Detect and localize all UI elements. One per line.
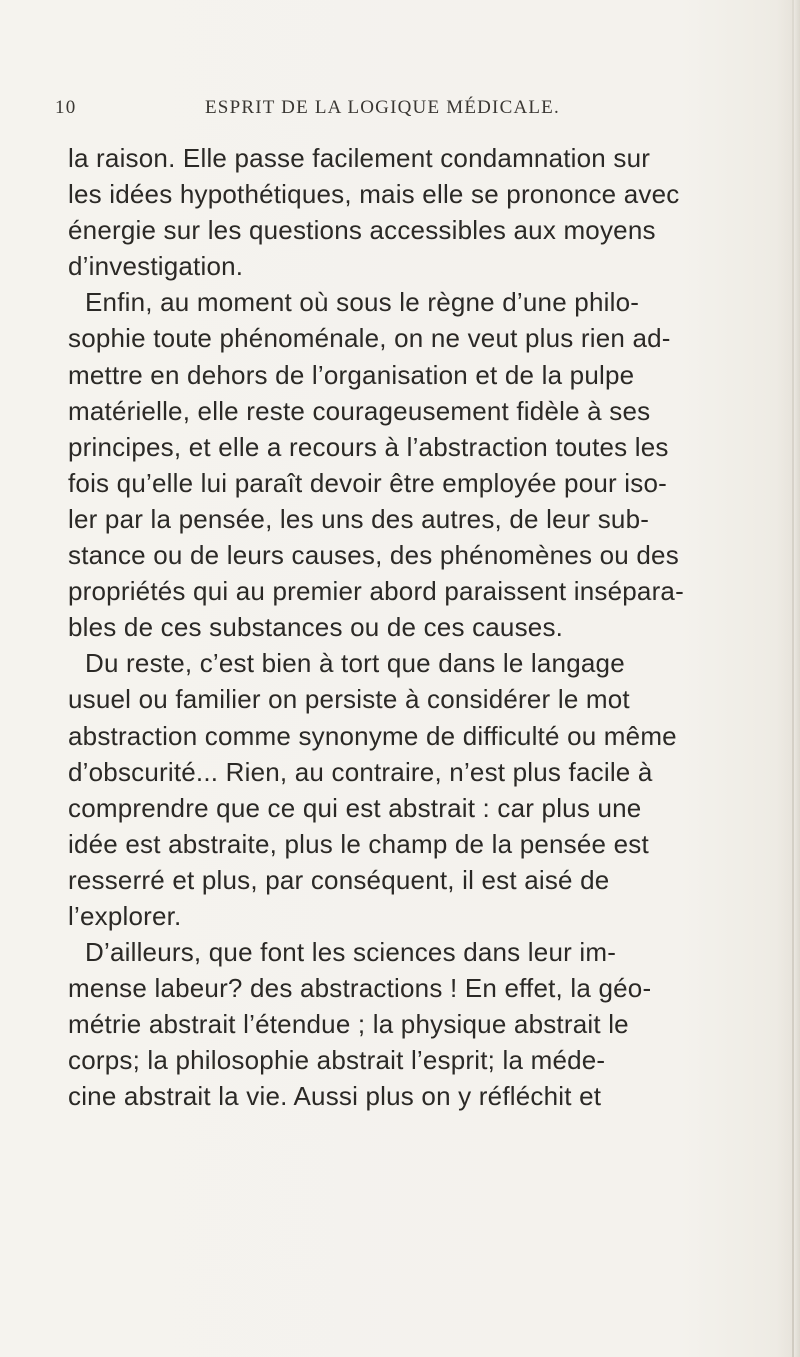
text-line: mense labeur? des abstractions ! En effet, la géo- [68,973,652,1004]
text-line: métrie abstrait l’étendue ; la physique abstrait le [68,1009,629,1040]
text-line: l’explorer. [68,900,182,931]
text-line: mettre en dehors de l’organisation et de la pulpe [68,359,635,390]
text-line: sophie toute phénoménale, on ne veut plus rien ad- [68,323,671,354]
text-line: fois qu’elle lui paraît devoir être employée pour iso- [68,467,667,498]
text-line: d’obscurité... Rien, au contraire, n’est plus facile à [68,756,653,787]
running-head [55,97,745,127]
text-line: usuel ou familier on persiste à considérer le mot [68,684,630,715]
text-line: Enfin, au moment où sous le règne d’une philo- [85,287,640,318]
page-number: 10 [55,97,77,118]
text-line: la raison. Elle passe facilement condamnation sur [68,143,651,173]
text-line: matérielle, elle reste courageusement fidèle à ses [68,395,651,426]
text-line: resserré et plus, par conséquent, il est aisé de [68,864,610,895]
text-line: comprendre que ce qui est abstrait : car plus une [68,792,642,823]
text-line: abstraction comme synonyme de difficulté ou même [68,720,677,751]
text-line: d’investigation. [68,251,244,282]
text-line: ler par la pensée, les uns des autres, de leur sub- [68,503,650,534]
text-line: bles de ces substances ou de ces causes. [68,612,564,643]
text-line: propriétés qui au premier abord paraissent insépara- [68,576,684,607]
text-line: cine abstrait la vie. Aussi plus on y réfléchit et [68,1081,602,1112]
text-line: Du reste, c’est bien à tort que dans le langage [85,648,625,679]
running-title: ESPRIT DE LA LOGIQUE MÉDICALE. [205,97,560,118]
text-line: les idées hypothétiques, mais elle se prononce avec [68,179,680,210]
text-line: principes, et elle a recours à l’abstraction toutes les [68,431,669,462]
text-line: énergie sur les questions accessibles aux moyens [68,215,656,246]
text-line: D’ailleurs, que font les sciences dans leur im- [85,937,617,968]
text-line: idée est abstraite, plus le champ de la pensée est [68,828,649,859]
text-line: corps; la philosophie abstrait l’esprit; la méde- [68,1045,606,1076]
body-text [68,140,800,1115]
text-line: stance ou de leurs causes, des phénomènes ou des [68,540,679,571]
